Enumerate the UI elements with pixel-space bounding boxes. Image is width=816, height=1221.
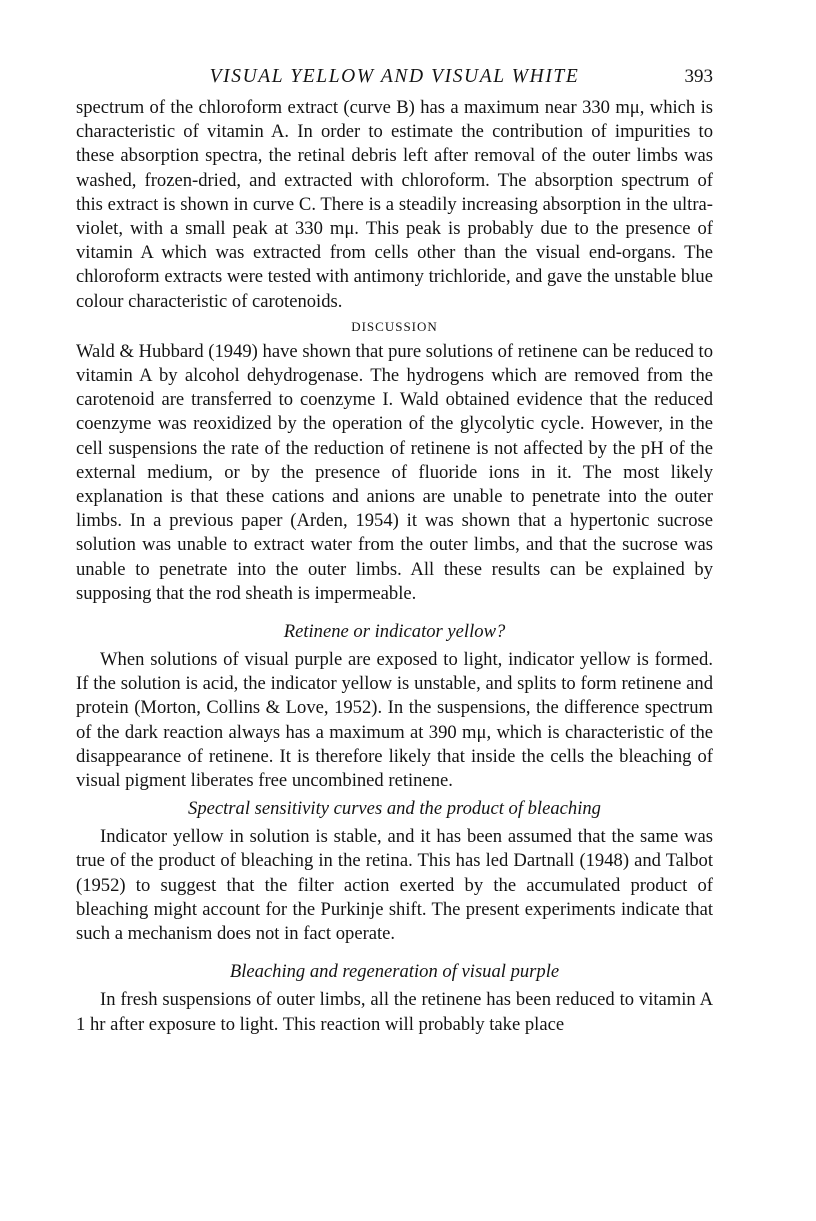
discussion-paragraph: Wald & Hubbard (1949) have shown that pure solutions of retinene can be reduced to vitamin A by alcohol dehydrogenase. The hydrogens which are removed from the carotenoid are transferred to coenzyme I. Wald obtained evidence that the reduced coenzyme was reoxidized by the operation of the glycolytic cycle. However, in the cell suspensions the rate of the reduction of retinene is not affected by the pH of the external medium, or by the presence of fluoride ions in it. The most likely explanation is that these cations and anions are unable to penetrate into the outer limbs. In a previous paper (Arden, 1954) it was shown that a hypertonic sucrose solution was unable to extract water from the outer limbs, and that the sucrose was unable to penetrate into the outer limbs. All these results can be explained by supposing that the rod sheath is impermeable. [76,340,713,604]
discussion-heading: DISCUSSION [351,318,438,334]
spectral-heading: Spectral sensitivity curves and the product of bleaching [188,798,601,820]
spectral-paragraph: Indicator yellow in solution is stable, and it has been assumed that the same was true of the product of bleaching in the retina. This has led Dartnall (1948) and Talbot (1952) to suggest that the filter action exerted by the accumulated product of bleaching might account for the Purkinje shift. The present experiments indicate that such a mechanism does not in fact operate. [76,826,713,945]
running-title: VISUAL YELLOW AND VISUAL WHITE [209,66,580,87]
retinene-paragraph: When solutions of visual purple are exposed to light, indicator yellow is formed. If the solution is acid, the indicator yellow is unstable, and splits to form retinene and protein (Morton, Collins & Love, 1952). In the suspensions, the difference spectrum of the dark reaction always has a maximum at 390 mμ, which is characteristic of the disappearance of retinene. It is therefore likely that inside the cells the bleaching of visual pigment liberates free uncombined retinene. [76,649,713,792]
bleaching-heading: Bleaching and regeneration of visual purple [229,961,560,983]
page-number: 393 [684,66,713,87]
page [76,62,713,1037]
retinene-heading: Retinene or indicator yellow? [283,621,506,643]
results-continued-paragraph: spectrum of the chloroform extract (curve B) has a maximum near 330 mμ, which is characteristic of vitamin A. In order to estimate the contribution of impurities to these absorption spectra, the retinal debris left after removal of the outer limbs was washed, frozen-dried, and extracted with chloroform. The absorption spectrum of this extract is shown in curve C. There is a steadily increasing absorption in the ultra-violet, with a small peak at 330 mμ. This peak is probably due to the presence of vitamin A which was extracted from cells other than the visual end-organs. The chloroform extracts were tested with antimony trichloride, and gave the unstable blue colour characteristic of carotenoids. [76,97,713,312]
running-header [76,62,713,96]
bleaching-paragraph: In fresh suspensions of outer limbs, all the retinene has been reduced to vitamin A 1 hr after exposure to light. This reaction will probably take place [76,989,713,1035]
